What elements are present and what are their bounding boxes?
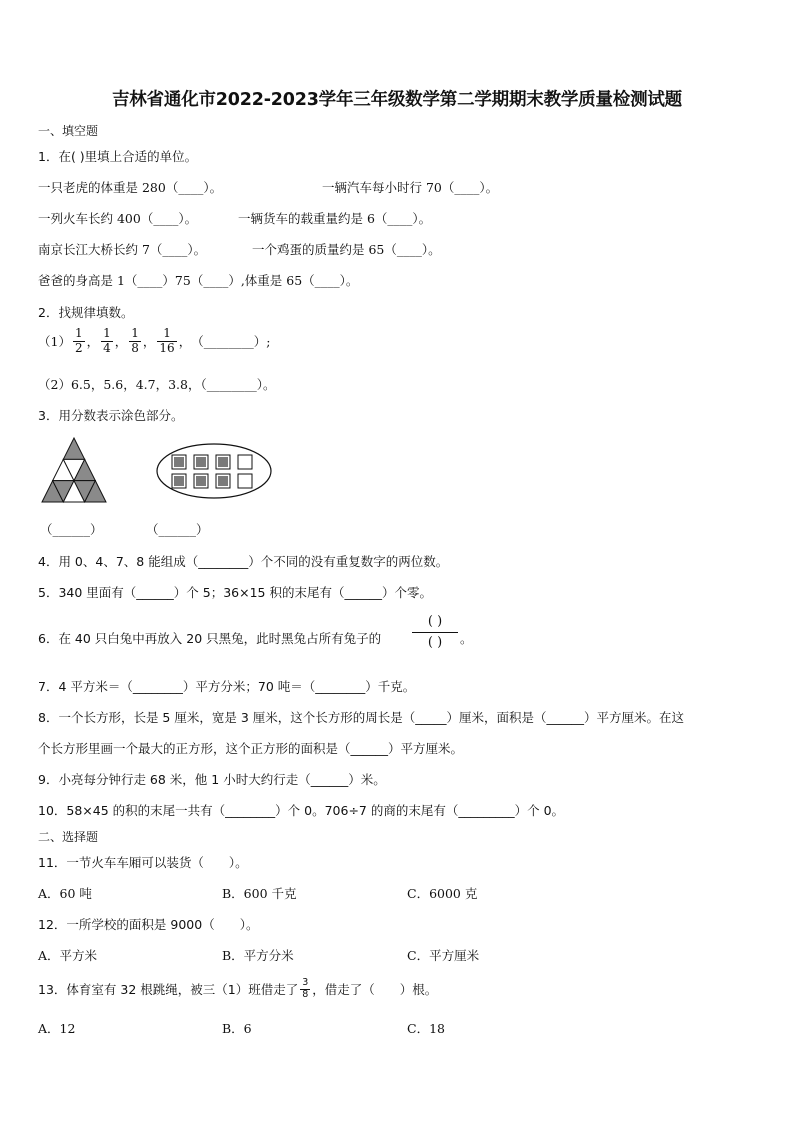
section-fill-blank: 一、填空题	[38, 124, 99, 138]
q2-part1-blank: （________）;	[191, 334, 271, 350]
fraction: $\frac{1}{4}$	[103, 326, 111, 355]
question-8-line2: 个长方形里画一个最大的正方形，这个正方形的面积是（______）平方厘米。	[38, 741, 464, 756]
q1-line3-left: 南京长江大桥长约 7（____）。	[38, 242, 207, 257]
section-multiple-choice: 二、选择题	[38, 830, 99, 844]
q11-option-b: B．600 千克	[222, 886, 297, 901]
q12-option-a: A．平方米	[38, 948, 98, 963]
square-cell	[238, 455, 252, 469]
question-5: 5．340 里面有（______）个 5；36×15 积的末尾有（______）个零。	[38, 585, 432, 600]
question-10: 10．58×45 的积的末尾一共有（________）个 0。706÷7 的商的末尾有（_________）个 0。	[38, 803, 565, 818]
question-1-stem: 1．在( )里填上合适的单位。	[38, 149, 198, 164]
fraction-denominator-blank: ( )	[427, 635, 443, 650]
q1-line1-left: 一只老虎的体重是 280（____）。	[38, 180, 223, 195]
fraction: $\frac{1}{2}$	[74, 326, 83, 355]
q2-part2: （2）6.5，5.6，4.7，3.8，（________）。	[38, 377, 276, 392]
question-11-stem: 11．一节火车车厢可以装货（ ）。	[38, 855, 248, 870]
q13-option-c: C．18	[407, 1021, 445, 1036]
q1-line1-right: 一辆汽车每小时行 70（____）。	[322, 180, 499, 195]
q1-line4: 爸爸的身高是 1（____）75（____）,体重是 65（____）。	[38, 273, 359, 288]
square-shading	[174, 457, 184, 467]
q12-option-c: C．平方厘米	[407, 948, 480, 963]
q2-part1-prefix: （1）	[38, 334, 71, 350]
q11-option-c: C．6000 克	[407, 886, 478, 901]
shaded-triangle-figure	[40, 436, 108, 504]
square-shading	[174, 476, 184, 486]
square-shading	[218, 457, 228, 467]
q2-part1: （1） $\frac{1}{2}$ ， $\frac{1}{4}$ ， $\frac{1}{8}$ ， $\frac{1}{16}$ ， （________）;	[38, 326, 271, 355]
fraction: $\frac{3}{8}$	[302, 977, 309, 1000]
shaded-squares-oval-figure	[155, 442, 273, 500]
fraction: $\frac{1}{16}$	[159, 326, 175, 355]
q13-option-b: B．6	[222, 1021, 252, 1036]
question-4: 4．用 0、4、7、8 能组成（________）个不同的没有重复数字的两位数。	[38, 554, 449, 569]
square-shading	[196, 476, 206, 486]
fraction-numerator-blank: ( )	[427, 614, 443, 629]
question-3-stem: 3．用分数表示涂色部分。	[38, 408, 184, 423]
q1-line2-right: 一辆货车的载重量约是 6（____）。	[238, 211, 432, 226]
q13-text-before: 13．体育室有 32 根跳绳，被三（1）班借走了	[38, 982, 299, 998]
q1-line3-right: 一个鸡蛋的质量约是 65（____）。	[252, 242, 441, 257]
question-2-stem: 2．找规律填数。	[38, 305, 134, 320]
question-8-line1: 8．一个长方形，长是 5 厘米，宽是 3 厘米，这个长方形的周长是（_____）厘米，面积是（______）平方厘米。在这	[38, 710, 685, 725]
question-9: 9．小亮每分钟行走 68 米，他 1 小时大约行走（______）米。	[38, 772, 386, 787]
question-6-end: 。	[460, 631, 473, 646]
square-shading	[218, 476, 228, 486]
question-12-stem: 12．一所学校的面积是 9000（ ）。	[38, 917, 259, 932]
question-7: 7．4 平方米＝（________）平方分米；70 吨＝（________）千克。	[38, 679, 416, 694]
oval-outline	[157, 444, 271, 498]
q11-option-a: A．60 吨	[38, 886, 92, 901]
q3-blank-2: （______）	[146, 522, 209, 537]
q13-text-after: ，借走了（ ）根。	[312, 982, 438, 998]
triangle-cell	[63, 438, 84, 459]
answer-fraction-blank	[412, 613, 458, 652]
question-13-stem	[38, 978, 437, 1001]
square-cell	[238, 474, 252, 488]
q1-line2-left: 一列火车长约 400（____）。	[38, 211, 198, 226]
fraction: $\frac{1}{8}$	[131, 326, 139, 355]
page-title: 吉林省通化市2022-2023学年三年级数学第二学期期末教学质量检测试题	[112, 90, 682, 110]
q13-option-a: A．12	[38, 1021, 76, 1036]
q3-blank-1: （______）	[40, 522, 103, 537]
question-6-text: 6．在 40 只白兔中再放入 20 只黑兔，此时黑兔占所有兔子的	[38, 631, 382, 646]
q12-option-b: B．平方分米	[222, 948, 294, 963]
square-shading	[196, 457, 206, 467]
